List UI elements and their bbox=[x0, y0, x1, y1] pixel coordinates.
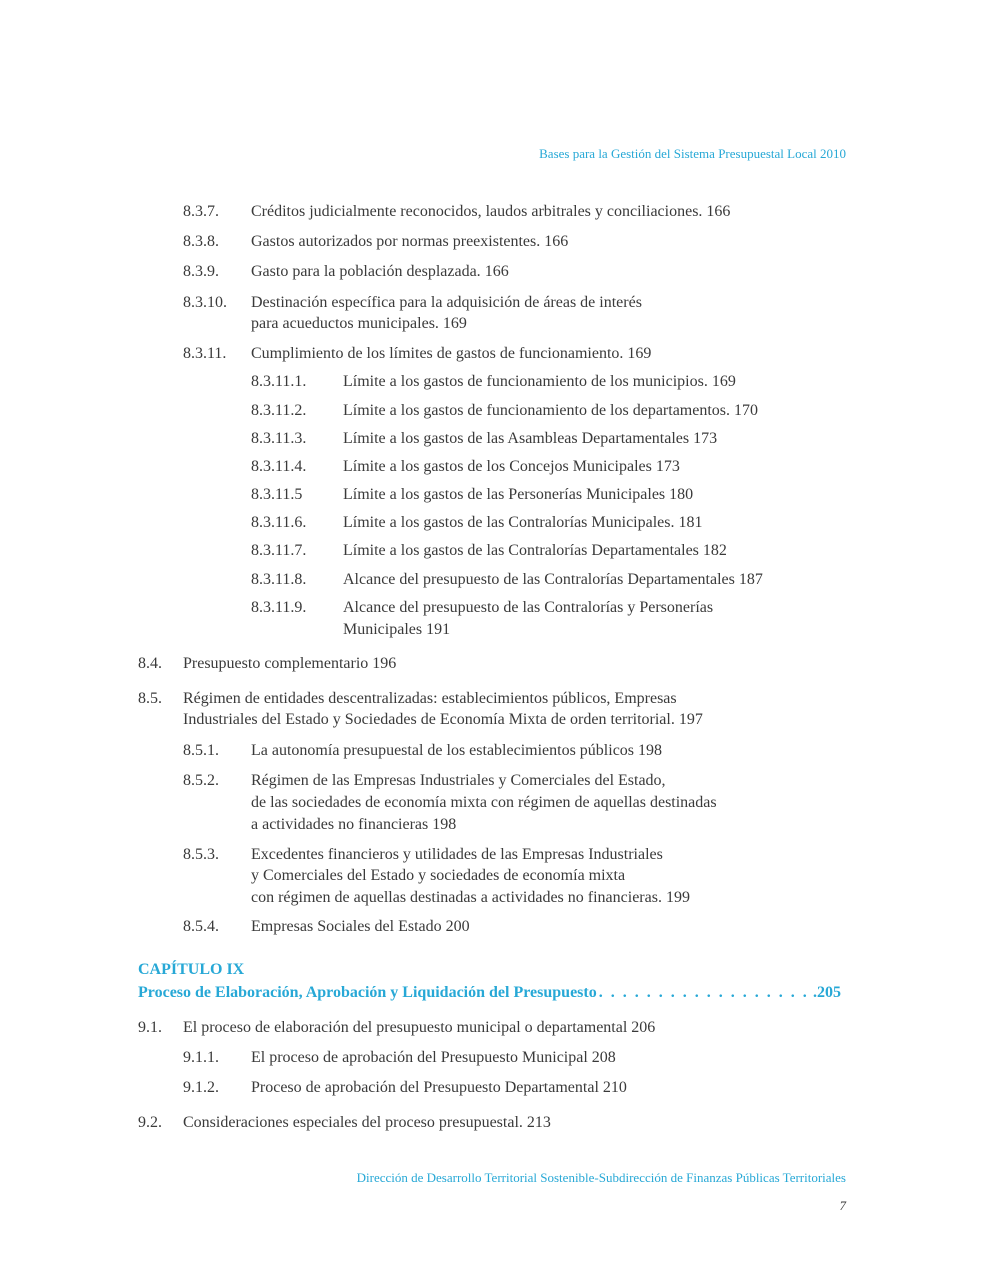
toc-page: 206 bbox=[631, 1019, 656, 1036]
toc-text: para acueductos municipales. bbox=[251, 315, 439, 332]
toc-number: 8.3.7. bbox=[183, 203, 219, 220]
toc-page: 198 bbox=[432, 816, 457, 833]
running-header: Bases para la Gestión del Sistema Presupuestal Local 2010 bbox=[539, 146, 846, 161]
toc-number: 8.5.1. bbox=[183, 742, 219, 759]
toc-number: 9.1. bbox=[138, 1019, 162, 1036]
toc-number: 8.4. bbox=[138, 655, 162, 672]
toc-number: 8.3.8. bbox=[183, 233, 219, 250]
toc-page: 166 bbox=[706, 203, 731, 220]
toc-text: Presupuesto complementario bbox=[183, 655, 369, 672]
toc-page: 182 bbox=[702, 542, 727, 559]
toc-number: 9.2. bbox=[138, 1114, 162, 1131]
toc-text: Límite a los gastos de funcionamiento de los municipios. bbox=[343, 373, 708, 390]
toc-number: 8.5.4. bbox=[183, 918, 219, 935]
toc-page: 198 bbox=[638, 742, 663, 759]
toc-number: 8.3.11.2. bbox=[251, 402, 307, 419]
toc-page: 210 bbox=[602, 1079, 627, 1096]
toc-page: 169 bbox=[442, 315, 467, 332]
toc-text: Límite a los gastos de las Contralorías Departamentales bbox=[343, 542, 699, 559]
toc-number: 8.3.11.1. bbox=[251, 373, 307, 390]
toc-page: 166 bbox=[544, 233, 569, 250]
toc-text: Consideraciones especiales del proceso presupuestal. bbox=[183, 1114, 523, 1131]
toc-page: 173 bbox=[655, 458, 680, 475]
toc-text: Límite a los gastos de las Personerías Municipales bbox=[343, 486, 666, 503]
toc-number: 8.3.10. bbox=[183, 294, 227, 311]
toc-text: Alcance del presupuesto de las Contralorías Departamentales bbox=[343, 571, 735, 588]
toc-text: Cumplimiento de los límites de gastos de funcionamiento. bbox=[251, 345, 624, 362]
leader-dots bbox=[599, 984, 811, 1002]
toc-text-line1: Destinación específica para la adquisición de áreas de interés bbox=[251, 294, 642, 311]
toc-text: Gasto para la población desplazada. bbox=[251, 263, 481, 280]
toc-text-line1: Alcance del presupuesto de las Contralorías y Personerías bbox=[343, 599, 714, 616]
toc-page: 181 bbox=[678, 514, 703, 531]
toc-page: 197 bbox=[678, 711, 703, 728]
toc-text: Gastos autorizados por normas preexistentes. bbox=[251, 233, 541, 250]
toc-text-line2: y Comerciales del Estado y sociedades de economía mixta bbox=[251, 867, 626, 884]
toc-page: 208 bbox=[591, 1049, 616, 1066]
toc-page: 200 bbox=[445, 918, 470, 935]
chapter-label[interactable]: CAPÍTULO IX bbox=[138, 961, 245, 978]
toc-text: Límite a los gastos de las Contralorías Municipales. bbox=[343, 514, 675, 531]
toc-text-line1: Régimen de las Empresas Industriales y Comerciales del Estado, bbox=[251, 772, 666, 789]
page-number: 7 bbox=[839, 1198, 846, 1213]
toc-text: La autonomía presupuestal de los establecimientos públicos bbox=[251, 742, 635, 759]
toc-page: 196 bbox=[372, 655, 397, 672]
toc-page: 169 bbox=[627, 345, 652, 362]
toc-page: 180 bbox=[669, 486, 694, 503]
toc-text: Proceso de aprobación del Presupuesto Departamental bbox=[251, 1079, 599, 1096]
toc-text: Límite a los gastos de las Asambleas Departamentales bbox=[343, 430, 690, 447]
toc-page: 173 bbox=[693, 430, 718, 447]
toc-text-line2: de las sociedades de economía mixta con régimen de aquellas destinadas bbox=[251, 794, 717, 811]
chapter-title: Proceso de Elaboración, Aprobación y Liquidación del Presupuesto bbox=[138, 984, 597, 1001]
toc-number: 8.5.2. bbox=[183, 772, 219, 789]
toc-number: 8.3.11.9. bbox=[251, 599, 307, 616]
toc-text-line1: Excedentes financieros y utilidades de las Empresas Industriales bbox=[251, 846, 663, 863]
toc-number: 8.5.3. bbox=[183, 846, 219, 863]
toc-text: El proceso de aprobación del Presupuesto Municipal bbox=[251, 1049, 588, 1066]
toc-number: 8.3.11. bbox=[183, 345, 227, 362]
toc-page: 169 bbox=[711, 373, 736, 390]
toc-text: Créditos judicialmente reconocidos, laudos arbitrales y conciliaciones. bbox=[251, 203, 703, 220]
toc-number: 9.1.1. bbox=[183, 1049, 219, 1066]
toc-page: 191 bbox=[426, 621, 451, 638]
toc-text: Límite a los gastos de funcionamiento de los departamentos. bbox=[343, 402, 731, 419]
toc-page: 170 bbox=[734, 402, 759, 419]
toc-number: 8.3.11.3. bbox=[251, 430, 307, 447]
toc-page: 187 bbox=[738, 571, 763, 588]
chapter-title-entry[interactable] bbox=[138, 984, 841, 1002]
toc-text: Límite a los gastos de los Concejos Municipales bbox=[343, 458, 652, 475]
toc-page: 199 bbox=[665, 889, 690, 906]
toc-page: 213 bbox=[526, 1114, 551, 1131]
toc-number: 8.3.11.7. bbox=[251, 542, 307, 559]
toc-number: 9.1.2. bbox=[183, 1079, 219, 1096]
footer-institution: Dirección de Desarrollo Territorial Sostenible-Subdirección de Finanzas Públicas Territoriales bbox=[356, 1170, 846, 1185]
toc-number: 8.3.11.8. bbox=[251, 571, 307, 588]
toc-page: 166 bbox=[484, 263, 509, 280]
toc-text: a actividades no financieras bbox=[251, 816, 429, 833]
toc-number: 8.3.11.4. bbox=[251, 458, 307, 475]
toc-number: 8.3.11.5 bbox=[251, 486, 303, 503]
toc-number: 8.3.11.6. bbox=[251, 514, 307, 531]
toc-number: 8.3.9. bbox=[183, 263, 219, 280]
toc-number: 8.5. bbox=[138, 690, 162, 707]
toc-text: El proceso de elaboración del presupuesto municipal o departamental bbox=[183, 1019, 628, 1036]
toc-text: Industriales del Estado y Sociedades de Economía Mixta de orden territorial. bbox=[183, 711, 675, 728]
toc-text: Empresas Sociales del Estado bbox=[251, 918, 442, 935]
toc-text: con régimen de aquellas destinadas a actividades no financieras. bbox=[251, 889, 662, 906]
toc-text-line1: Régimen de entidades descentralizadas: establecimientos públicos, Empresas bbox=[183, 690, 677, 707]
chapter-page: .205 bbox=[813, 984, 841, 1001]
toc-text: Municipales bbox=[343, 621, 423, 638]
